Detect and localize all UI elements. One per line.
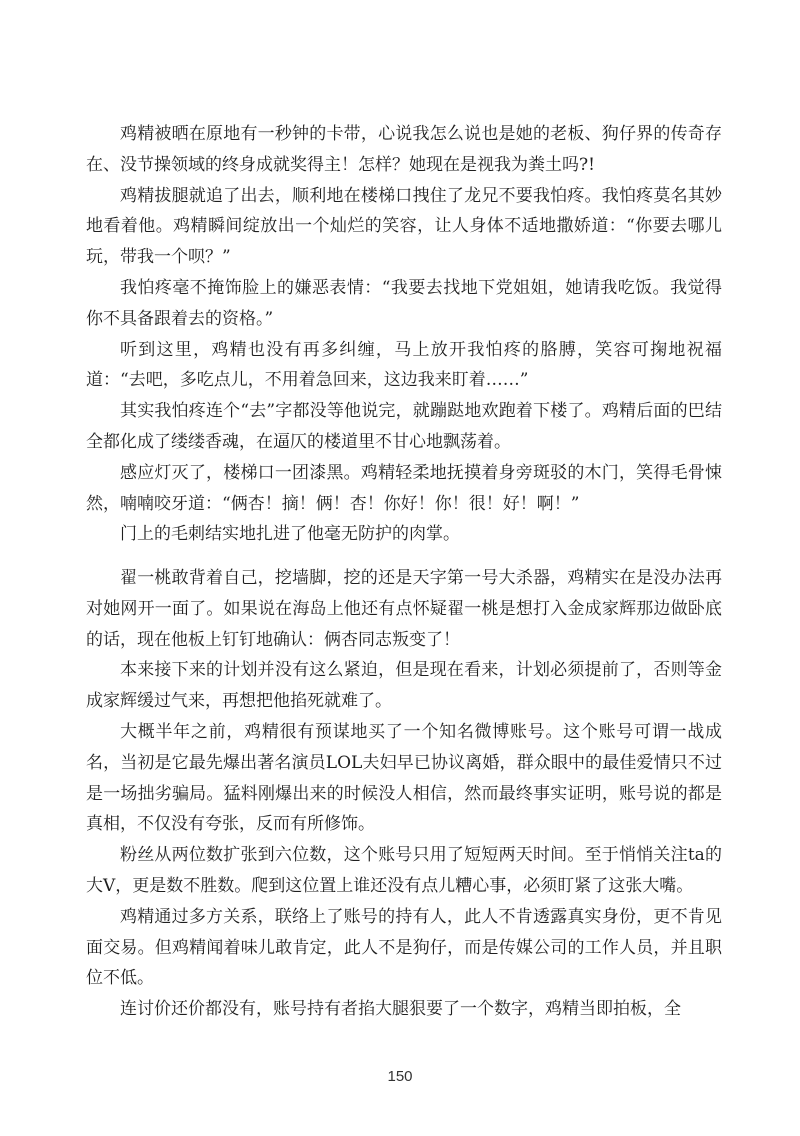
paragraph: 鸡精通过多方关系，联络上了账号的持有人，此人不肯透露真实身份，更不肯见面交易。但鸡精闻着味儿敢肯定，此人不是狗仔，而是传媒公司的工作人员，并且职位不低。 xyxy=(86,906,722,989)
paragraph: 鸡精拔腿就追了出去，顺利地在楼梯口拽住了龙兄不要我怕疼。我怕疼莫名其妙地看着他。鸡精瞬间绽放出一个灿烂的笑容，让人身体不适地撒娇道：“你要去哪儿玩，带我一个呗？” xyxy=(86,185,722,268)
page-number: 150 xyxy=(387,1068,413,1085)
section-1 xyxy=(86,119,722,550)
section-2 xyxy=(86,563,722,1025)
paragraph: 其实我怕疼连个“去”字都没等他说完，就蹦跶地欢跑着下楼了。鸡精后面的巴结全都化成了缕缕香魂，在逼仄的楼道里不甘心地飘荡着。 xyxy=(86,401,722,452)
paragraph: 大概半年之前，鸡精很有预谋地买了一个知名微博账号。这个账号可谓一战成名，当初是它最先爆出著名演员LOL夫妇早已协议离婚，群众眼中的最佳爱情只不过是一场拙劣骗局。猛料刚爆出来的时候没人相信，然而最终事实证明，账号说的都是真相，不仅没有夸张，反而有所修饰。 xyxy=(86,721,722,835)
paragraph: 我怕疼毫不掩饰脸上的嫌恶表情：“我要去找地下党姐姐，她请我吃饭。我觉得你不具备跟着去的资格。” xyxy=(86,277,722,329)
paragraph: 本来接下来的计划并没有这么紧迫，但是现在看来，计划必须提前了，否则等金成家辉缓过气来，再想把他掐死就难了。 xyxy=(86,660,722,712)
paragraph: 鸡精被晒在原地有一秒钟的卡带，心说我怎么说也是她的老板、狗仔界的传奇存在、没节操领域的终身成就奖得主！怎样？她现在是视我为粪土吗?! xyxy=(86,124,722,175)
paragraph: 连讨价还价都没有，账号持有者掐大腿狠要了一个数字，鸡精当即拍板，全 xyxy=(120,999,681,1020)
paragraph: 听到这里，鸡精也没有再多纠缠，马上放开我怕疼的胳膊，笑容可掬地祝福道：“去吧，多吃点儿，不用着急回来，这边我来盯着……” xyxy=(86,339,722,391)
paragraph: 门上的毛刺结实地扎进了他毫无防护的肉掌。 xyxy=(120,524,460,545)
paragraph: 感应灯灭了，楼梯口一团漆黑。鸡精轻柔地抚摸着身旁斑驳的木门，笑得毛骨悚然，喃喃咬牙道：“俩杏！摘！俩！杏！你好！你！很！好！啊！” xyxy=(86,462,722,514)
paragraph: 粉丝从两位数扩张到六位数，这个账号只用了短短两天时间。至于悄悄关注ta的大V，更是数不胜数。爬到这位置上谁还没有点儿糟心事，必须盯紧了这张大嘴。 xyxy=(86,845,722,896)
paragraph: 翟一桃敢背着自己，挖墙脚，挖的还是天字第一号大杀器，鸡精实在是没办法再对她网开一面了。如果说在海岛上他还有点怀疑翟一桃是想打入金成家辉那边做卧底的话，现在他板上钉钉地确认：俩杏同志叛变了！ xyxy=(86,568,722,650)
